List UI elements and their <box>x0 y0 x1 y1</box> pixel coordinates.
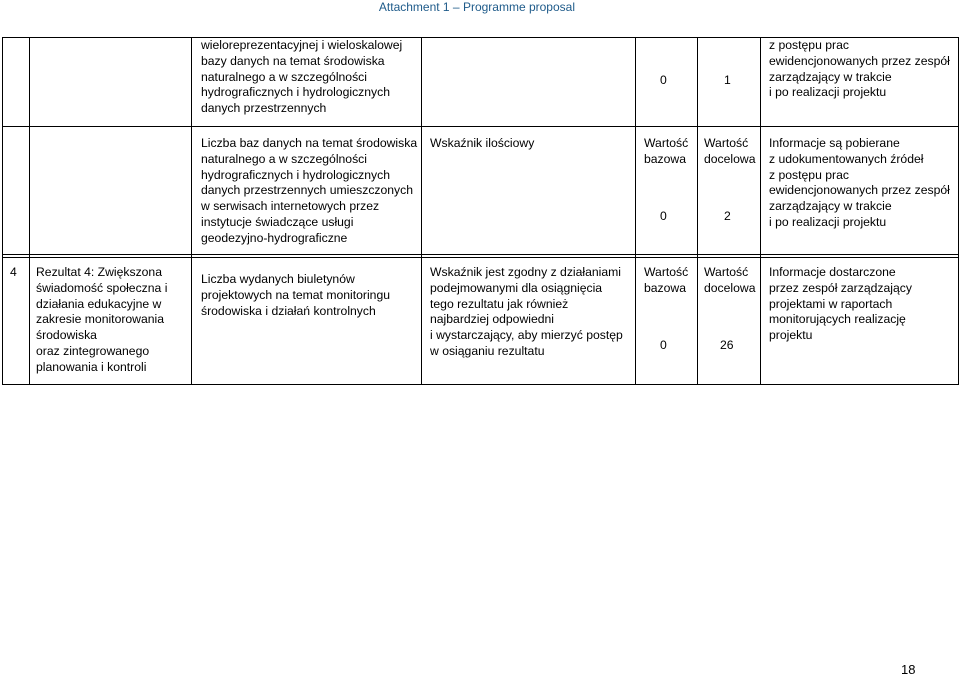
result-cell: Rezultat 4: Zwiększona świadomość społeczna i działania edukacyjne w zakresie monitorowania środowiska oraz zintegrowanego planowania i kontroli <box>36 265 168 374</box>
table-rule-col6 <box>760 37 761 385</box>
table-rule-row3 <box>2 257 959 258</box>
target-value-cell: 2 <box>724 209 731 223</box>
indicator-type-cell: Wskaźnik ilościowy <box>430 136 535 150</box>
table-rule-col4 <box>635 37 636 385</box>
target-label-cell: Wartość docelowa <box>704 265 756 295</box>
baseline-value-cell: 0 <box>660 73 667 87</box>
table-rule-col1 <box>29 37 30 385</box>
table-rule-col3 <box>421 37 422 385</box>
document-header: Attachment 1 – Programme proposal <box>378 0 575 14</box>
table-rule-col5 <box>697 37 698 385</box>
source-cell: Informacje są pobierane z udokumentowanych źródeł z postępu prac ewidencjonowanych przez zespół zarządzający w trakcie i po realizacji projektu <box>769 136 950 229</box>
baseline-value-cell: 0 <box>660 338 667 352</box>
target-label-cell: Wartość docelowa <box>704 136 756 166</box>
page-number: 18 <box>901 662 916 677</box>
indicator-name-cell: wieloreprezentacyjnej i wieloskalowej bazy danych na temat środowiska naturalnego a w szczególności hydrograficznych i hydrologicznych danych przestrzennych <box>201 38 403 116</box>
indicator-name-cell: Liczba wydanych biuletynów projektowych na temat monitoringu środowiska i działań kontrolnych <box>201 272 391 318</box>
target-value-cell: 1 <box>724 73 731 87</box>
table-rule-bottom <box>2 384 959 385</box>
table-rule-left <box>2 37 3 385</box>
source-cell: Informacje dostarczone przez zespół zarządzający projektami w raportach monitorujących realizację projektu <box>769 265 912 343</box>
table-rule-row2 <box>2 254 959 255</box>
baseline-value-cell: 0 <box>660 209 667 223</box>
indicator-type-cell: Wskaźnik jest zgodny z działaniami podejmowanymi dla osiągnięcia tego rezultatu jak również najbardziej odpowiedni i wystarczający, aby mierzyć postęp w osiąganiu rezultatu <box>430 265 623 358</box>
baseline-label-cell: Wartość bazowa <box>644 265 689 295</box>
table-rule-col2 <box>191 37 192 385</box>
baseline-label-cell: Wartość bazowa <box>644 136 689 166</box>
target-value-cell: 26 <box>720 338 734 352</box>
indicator-name-cell: Liczba baz danych na temat środowiska naturalnego a w szczególności hydrograficznych i hydrologicznych danych przestrzennych umieszczonych w serwisach internetowych przez instytucje świadczące usługi geodezyjno-hydrograficzne <box>201 136 418 245</box>
row-number-cell: 4 <box>10 265 17 279</box>
table-rule-right <box>958 37 959 385</box>
table-rule-row1 <box>2 126 959 127</box>
source-cell: z postępu prac ewidencjonowanych przez zespół zarządzający w trakcie i po realizacji projektu <box>769 38 950 100</box>
